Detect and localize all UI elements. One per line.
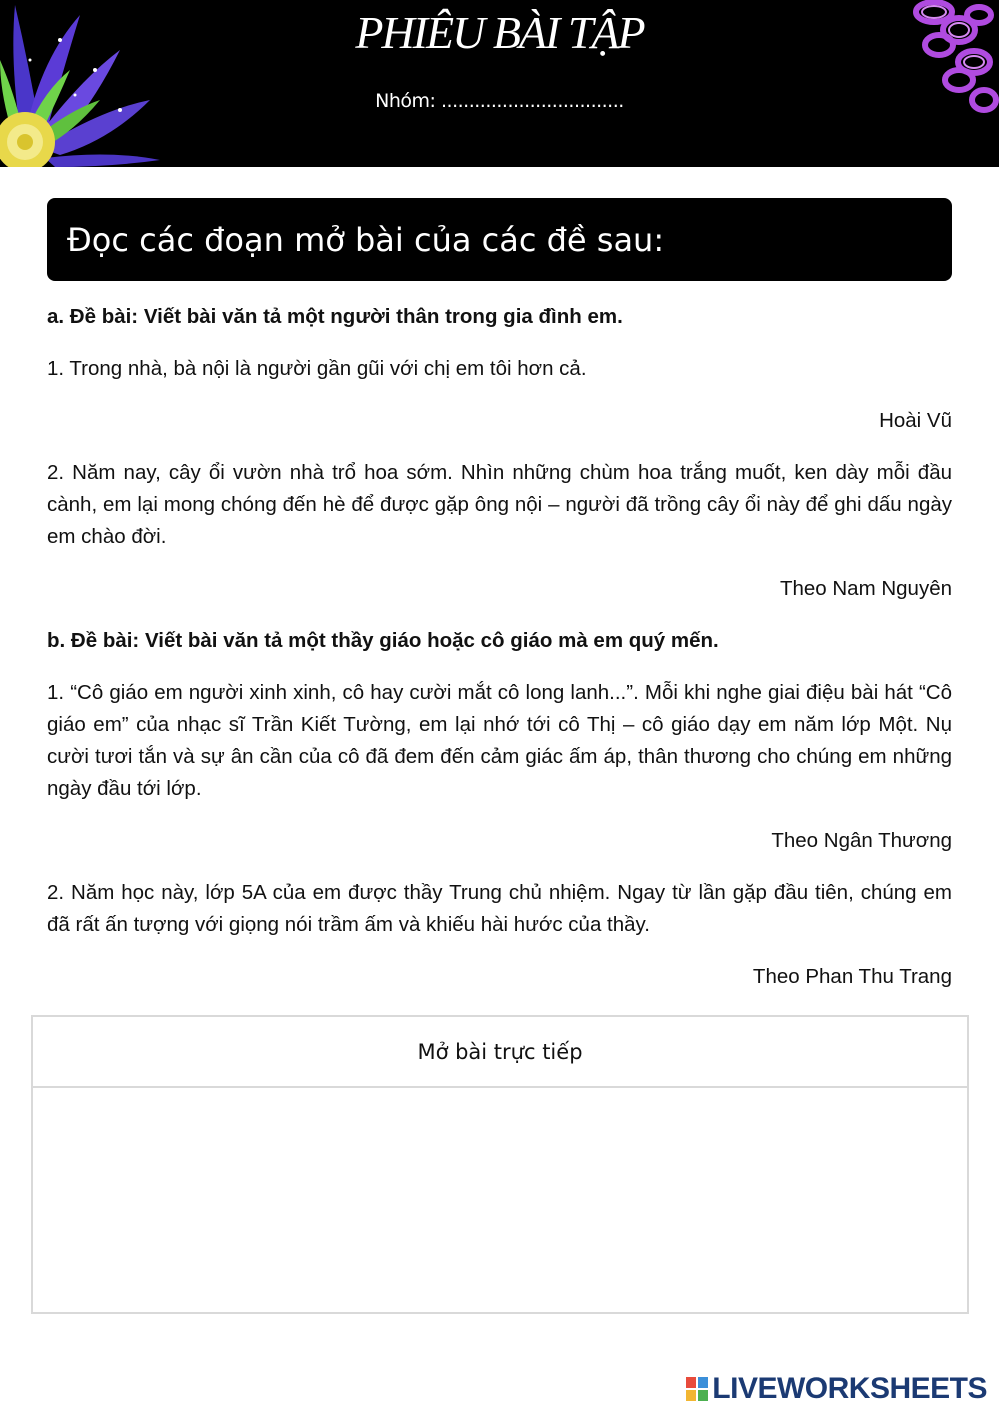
section-b-heading: b. Đề bài: Viết bài văn tả một thầy giáo hoặc cô giáo mà em quý mến. [47, 629, 719, 652]
section-a-author-2: Theo Nam Nguyên [779, 577, 952, 600]
section-a-paragraph-1: 1. Trong nhà, bà nội là người gần gũi với chị em tôi hơn cả. [47, 357, 587, 380]
answer-table-header: Mở bài trực tiếp [33, 1017, 967, 1088]
section-a-paragraph-2: 2. Năm nay, cây ổi vườn nhà trổ hoa sớm. Nhìn những chùm hoa trắng muốt, ken dày mỗi đầu cành, em lại mong chóng đến hè để được gặp ông nội – người đã trồng cây ổi này để ghi dấu ngày em chào đời. [47, 461, 952, 548]
worksheet-header [0, 0, 999, 167]
answer-table [31, 1015, 969, 1314]
reading-content [47, 301, 952, 1013]
section-b-paragraph-1: 1. “Cô giáo em người xinh xinh, cô hay cười mắt cô long lanh...”. Mỗi khi nghe giai điệu bài hát “Cô giáo em” của nhạc sĩ Trần Kiết Tường, em lại nhớ tới cô Thị – cô giáo dạy em năm lớp Một. Nụ cười tươi tắn và sự ân cần của cô đã đem đến cảm giác ấm áp, thân thương cho chúng em những ngày đầu tới lớp. [47, 681, 952, 800]
instruction-banner [47, 198, 952, 281]
group-name-line: Nhóm: ................................. [375, 90, 624, 112]
instruction-text: Đọc các đoạn mở bài của các đề sau: [67, 220, 665, 259]
answer-input-area[interactable] [33, 1088, 967, 1312]
logo-text: LIVEWORKSHEETS [712, 1372, 987, 1405]
section-b-paragraph-2: 2. Năm học này, lớp 5A của em được thầy Trung chủ nhiệm. Ngay từ lần gặp đầu tiên, chúng em đã rất ấn tượng với giọng nói trầm ấm và khiếu hài hước của thầy. [47, 881, 952, 936]
section-b-author-1: Theo Ngân Thương [771, 829, 952, 852]
liveworksheets-logo-icon [686, 1377, 708, 1401]
liveworksheets-logo [686, 1372, 987, 1406]
section-b-author-2: Theo Phan Thu Trang [752, 965, 952, 988]
section-a-author-1: Hoài Vũ [879, 409, 952, 432]
worksheet-title: PHIÊU BÀI TẬP [355, 7, 644, 58]
section-a-heading: a. Đề bài: Viết bài văn tả một người thân trong gia đình em. [47, 305, 623, 328]
